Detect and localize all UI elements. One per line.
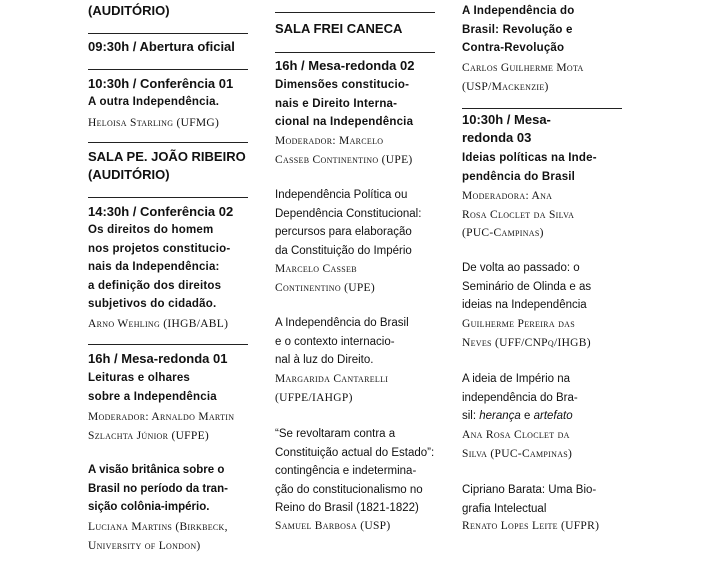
opening-heading: 09:30h / Abertura oficial <box>88 39 235 54</box>
talk-1 <box>275 186 435 260</box>
speaker-line: Silva (PUC-Campinas) <box>462 447 573 460</box>
speaker-line: Marcelo Casseb <box>275 263 357 275</box>
mesa-02-heading: 16h / Mesa-redonda 02 <box>275 58 415 73</box>
talk-2 <box>275 314 435 370</box>
mesa-03-moderator <box>462 187 622 243</box>
talk-line: percursos para elaboração <box>275 226 412 238</box>
moderator-line: (PUC-Campinas) <box>462 227 544 239</box>
talk-line: “Se revoltaram contra a <box>275 428 396 440</box>
title-line: A Independência do <box>462 5 575 17</box>
talk-fragment-italic: artefato <box>533 410 573 422</box>
title-line: cional na Independência <box>275 116 414 128</box>
talk-line: nal à luz do Direito. <box>275 354 374 366</box>
talk-2-speaker <box>275 370 435 407</box>
talk-line: A visão britânica sobre o <box>88 464 225 476</box>
speaker-line: Continentino (UPE) <box>275 281 375 294</box>
moderator-line: Casseb Continentino (UPE) <box>275 153 413 166</box>
title-line: Contra-Revolução <box>462 42 565 54</box>
talk-line: De volta ao passado: o <box>462 262 580 274</box>
talk-line: sição colônia-império. <box>88 501 210 513</box>
moderator-line: Rosa Cloclet da Silva <box>462 208 575 221</box>
speaker-line: (USP/Mackenzie) <box>462 80 549 93</box>
conference-02-heading: 14:30h / Conferência 02 <box>88 204 234 219</box>
conference-title <box>462 2 622 58</box>
divider <box>88 33 248 34</box>
talk-2 <box>462 370 622 426</box>
talk-fragment-italic: herança <box>479 410 521 422</box>
divider <box>275 52 435 53</box>
mesa-02-moderator <box>275 132 435 169</box>
speaker-line: Ana Rosa Cloclet da <box>462 429 570 441</box>
talk-1 <box>462 259 622 315</box>
title-line: Dimensões constitucio- <box>275 79 410 91</box>
divider <box>275 12 435 13</box>
room-name: SALA FREI CANECA <box>275 21 403 36</box>
room-name: SALA PE. JOÃO RIBEIRO <box>88 149 246 164</box>
talk-line: Dependência Constitucional: <box>275 207 422 220</box>
talk-line: da Constituição do Império <box>275 244 412 257</box>
talk-line: independência do Bra- <box>462 391 578 404</box>
talk-line: grafia Intelectual <box>462 502 547 515</box>
talk-line <box>462 407 622 426</box>
speaker-line: Luciana Martins (Birkbeck, <box>88 521 228 533</box>
talk-2-speaker <box>462 426 622 463</box>
title-line: subjetivos do cidadão. <box>88 298 217 310</box>
talk-1-speaker <box>462 315 622 352</box>
title-line: Leituras e olhares <box>88 372 191 384</box>
title-line: Os direitos do homem <box>88 224 214 236</box>
title-line: Brasil: Revolução e <box>462 23 573 36</box>
talk-fragment: e <box>520 410 534 422</box>
mesa-01-moderator <box>88 408 248 445</box>
speaker-line: Carlos Guilherme Mota <box>462 62 584 74</box>
title-line: nais da Independência: <box>88 261 220 273</box>
auditorio-label-top: (AUDITÓRIO) <box>88 3 170 18</box>
speaker-line: Margarida Cantarelli <box>275 373 389 385</box>
title-line: a definição dos direitos <box>88 279 222 292</box>
talk-line: A Independência do Brasil <box>275 317 409 329</box>
mesa-01-title <box>88 369 248 406</box>
divider <box>88 142 248 143</box>
talk-1-speaker <box>275 260 435 297</box>
talk-line: Constituição actual do Estado”: <box>275 446 435 459</box>
moderator-line: Szlachta Júnior (UFPE) <box>88 429 210 442</box>
conference-01-heading: 10:30h / Conferência 01 <box>88 76 234 91</box>
mesa-01-heading: 16h / Mesa-redonda 01 <box>88 351 228 366</box>
title-line: sobre a Independência <box>88 390 217 403</box>
mesa-03-heading <box>462 111 622 147</box>
conference-01-speaker: Heloisa Starling (UFMG) <box>88 117 220 129</box>
talk-line: ção do constitucionalismo no <box>275 483 423 496</box>
moderator-line: Moderadora: Ana <box>462 190 553 202</box>
talk-3 <box>275 425 435 518</box>
mesa-02-title <box>275 76 435 132</box>
conference-02-speaker: Arno Wehling (IHGB/ABL) <box>88 318 229 330</box>
talk-line: contingência e indetermina- <box>275 465 417 477</box>
speaker-line: University of London) <box>88 539 201 552</box>
title-line: Ideias políticas na Inde- <box>462 152 597 164</box>
talk-line: A ideia de Império na <box>462 373 571 385</box>
speaker-line: Neves (UFF/CNPq/IHGB) <box>462 336 591 349</box>
talk-line: Independência Política ou <box>275 189 408 201</box>
heading-line: 10:30h / Mesa- <box>462 112 551 127</box>
mesa-01-talk <box>88 461 248 517</box>
moderator-line: Moderador: Marcelo <box>275 135 384 147</box>
talk-line: Seminário de Olinda e as <box>462 280 592 293</box>
room-subtitle: (AUDITÓRIO) <box>88 167 170 182</box>
heading-line: redonda 03 <box>462 130 532 145</box>
conference-speaker <box>462 59 622 96</box>
conference-01-title: A outra Independência. <box>88 96 220 108</box>
title-line: nos projetos constitucio- <box>88 242 231 255</box>
talk-3-speaker: Samuel Barbosa (USP) <box>275 520 391 532</box>
speaker-line: Guilherme Pereira das <box>462 318 575 330</box>
divider <box>88 69 248 70</box>
title-line: pendência do Brasil <box>462 170 576 183</box>
mesa-03-title <box>462 149 622 186</box>
conference-02-title <box>88 221 248 314</box>
mesa-01-talk-speaker <box>88 518 248 555</box>
talk-line: ideias na Independência <box>462 299 587 311</box>
talk-line: e o contexto internacio- <box>275 335 395 348</box>
talk-line: Brasil no período da tran- <box>88 482 228 495</box>
divider <box>462 108 622 109</box>
talk-line: Cipriano Barata: Uma Bio- <box>462 484 597 496</box>
moderator-line: Moderador: Arnaldo Martin <box>88 411 235 423</box>
speaker-line: (UFPE/IAHGP) <box>275 391 353 404</box>
talk-fragment: sil: <box>462 410 480 422</box>
title-line: nais e Direito Interna- <box>275 97 398 110</box>
talk-3-speaker: Renato Lopes Leite (UFPR) <box>462 520 600 532</box>
divider <box>88 197 248 198</box>
divider <box>88 344 248 345</box>
talk-line: Reino do Brasil (1821-1822) <box>275 502 419 514</box>
talk-3 <box>462 481 622 518</box>
